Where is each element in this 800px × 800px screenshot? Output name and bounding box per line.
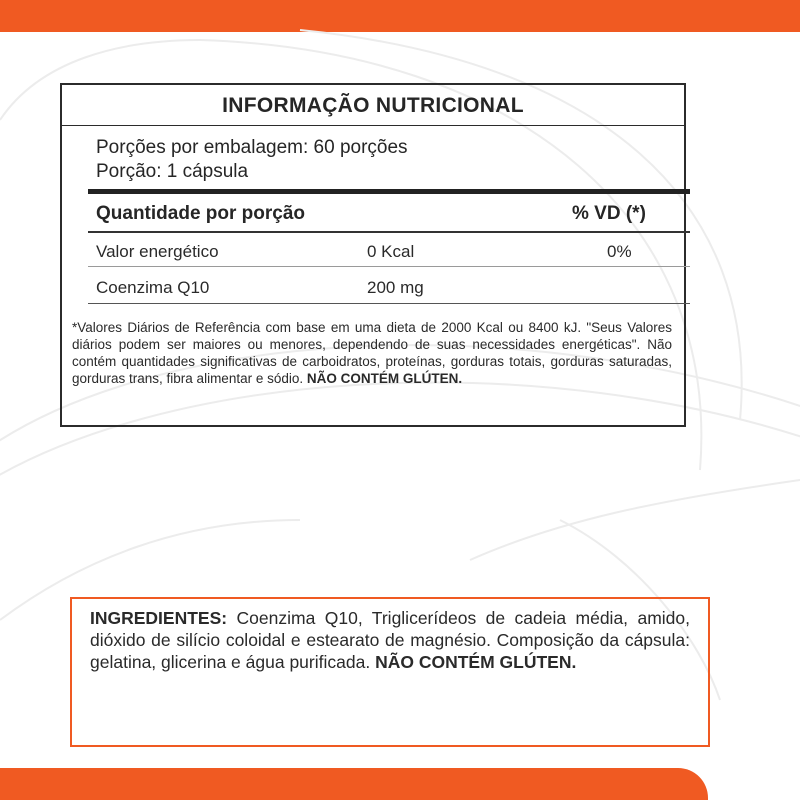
serving-size: Porção: 1 cápsula — [96, 161, 249, 182]
nutrient-quantity: 0 Kcal — [367, 242, 415, 261]
nutrient-daily-value: 0% — [607, 242, 632, 261]
bottom-accent-bar — [0, 768, 708, 800]
nutrition-footnote — [72, 319, 672, 387]
nutrition-facts-table — [60, 83, 686, 427]
daily-value-header: % VD (*) — [572, 203, 646, 224]
nutrient-name: Coenzima Q10 — [96, 278, 210, 297]
ingredients-label: INGREDIENTES: — [90, 608, 228, 628]
servings-per-package: Porções por embalagem: 60 porções — [96, 137, 408, 158]
table-bottom-divider — [88, 303, 690, 304]
ingredients-gluten-warning: NÃO CONTÉM GLÚTEN. — [375, 652, 577, 672]
header-divider — [88, 231, 690, 233]
thick-divider — [88, 189, 690, 194]
footnote-text: *Valores Diários de Referência com base em uma dieta de 2000 Kcal ou 8400 kJ. "Seus Valores diários podem ser maiores ou menores, dependendo de suas necessidades energéticas". Não contém quantidades significativas de carboidratos, proteínas, gorduras totais, gorduras saturadas, gorduras trans, fibra alimentar e sódio. — [72, 320, 672, 386]
ingredients-text-block — [90, 607, 690, 673]
nutrient-name: Valor energético — [96, 242, 219, 261]
nutrition-title: INFORMAÇÃO NUTRICIONAL — [62, 85, 684, 126]
nutrient-quantity: 200 mg — [367, 278, 424, 297]
quantity-per-serving-header: Quantidade por porção — [96, 203, 306, 224]
footnote-gluten-warning: NÃO CONTÉM GLÚTEN. — [306, 371, 463, 386]
ingredients-list: Coenzima Q10, Triglicerídeos de cadeia média, amido, dióxido de silício coloidal e estearato de magnésio. Composição da cápsula: gelatina, glicerina e água purificada. — [90, 608, 690, 672]
row-divider — [88, 266, 690, 267]
ingredients-box — [70, 597, 710, 747]
